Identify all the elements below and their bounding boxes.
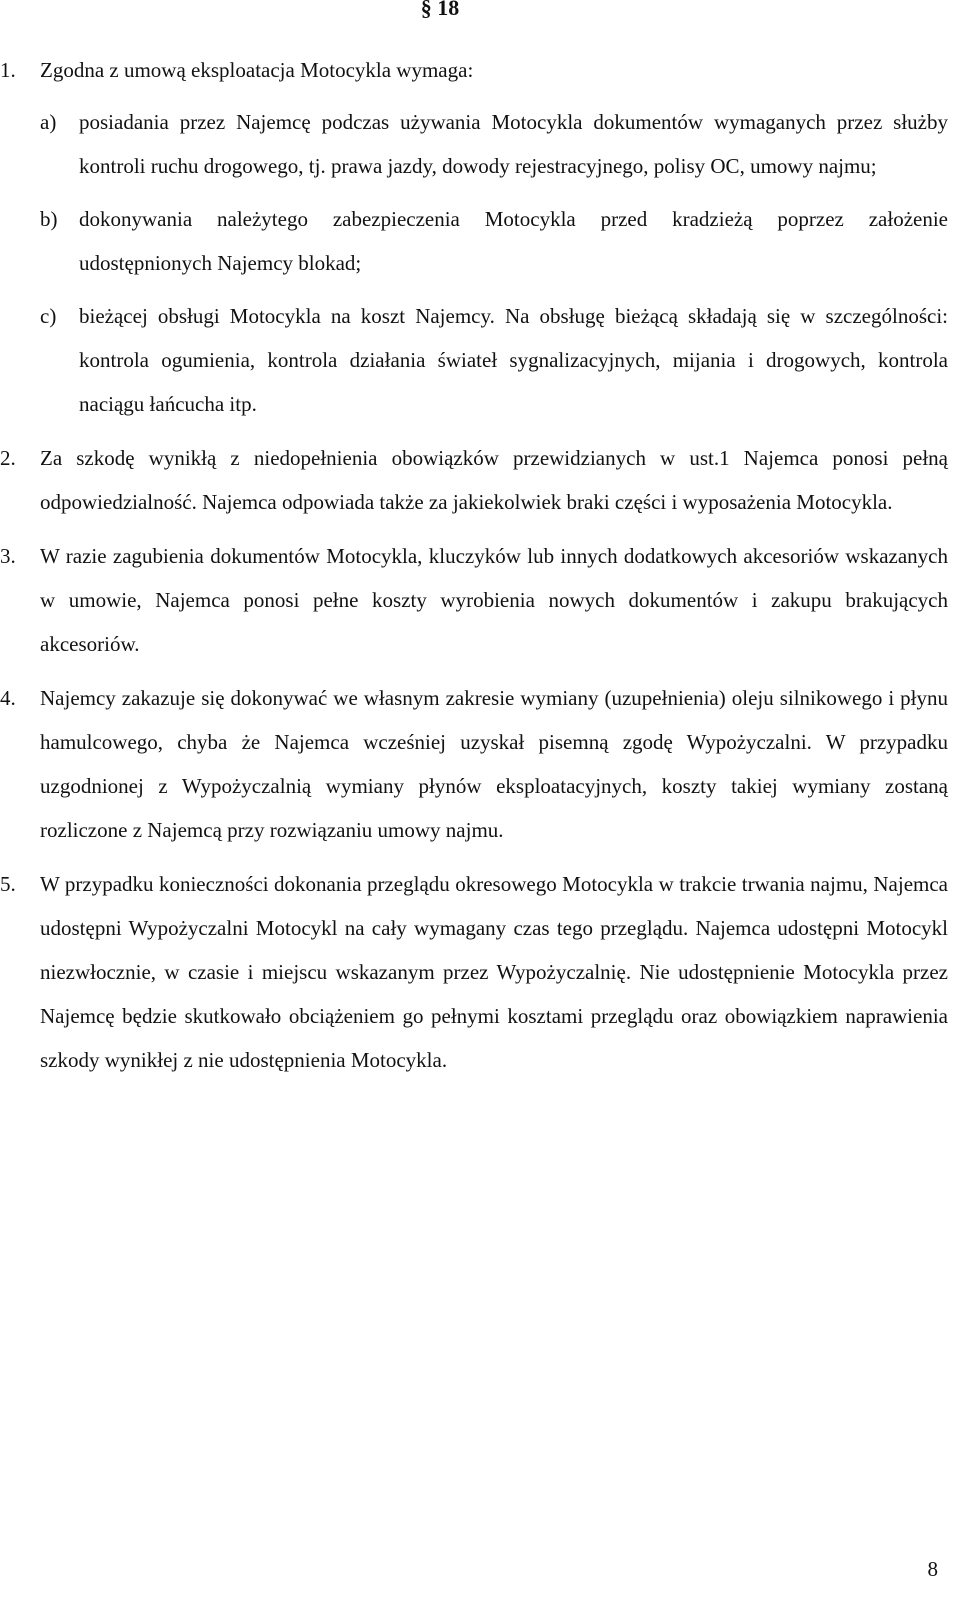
regulation-body	[0, 48, 948, 1082]
item-text: W razie zagubienia dokumentów Motocykla, kluczyków lub innych dodatkowych akcesoriów wskazanych w umowie, Najemca ponosi pełne koszty wyrobienia nowych dokumentów i zakupu brakujących akcesoriów.	[40, 544, 948, 656]
sub-item-text: posiadania przez Najemcę podczas używania Motocykla dokumentów wymaganych przez służby kontroli ruchu drogowego, tj. prawa jazdy, dowody rejestracyjnego, polisy OC, umowy najmu;	[79, 110, 948, 178]
item-number: 4.	[0, 686, 16, 710]
sub-list	[0, 100, 948, 426]
list-item	[0, 862, 948, 1082]
sub-item	[0, 294, 948, 426]
item-number: 3.	[0, 544, 16, 568]
list-item	[0, 48, 948, 92]
sub-item-text: bieżącej obsługi Motocykla na koszt Najemcy. Na obsługę bieżącą składają się w szczególności: kontrola ogumienia, kontrola działania świateł sygnalizacyjnych, mijania i drogowych, kontrola naciągu łańcucha itp.	[79, 304, 948, 416]
sub-item-label: b)	[40, 207, 58, 231]
item-text: Najemcy zakazuje się dokonywać we własnym zakresie wymiany (uzupełnienia) oleju silnikowego i płynu hamulcowego, chyba że Najemca wcześniej uzyskał pisemną zgodę Wypożyczalni. W przypadku uzgodnionej z Wypożyczalnią wymiany płynów eksploatacyjnych, koszty takiej wymiany zostaną rozliczone z Najemcą przy rozwiązaniu umowy najmu.	[40, 686, 948, 842]
item-number: 2.	[0, 446, 16, 470]
sub-item-text: dokonywania należytego zabezpieczenia Motocykla przed kradzieżą poprzez założenie udostępnionych Najemcy blokad;	[79, 207, 948, 275]
list-item	[0, 436, 948, 524]
section-heading: § 18	[420, 0, 460, 20]
sub-item-label: a)	[40, 110, 57, 134]
page-number: 8	[927, 1557, 938, 1581]
item-text: Za szkodę wynikłą z niedopełnienia obowiązków przewidzianych w ust.1 Najemca ponosi pełną odpowiedzialność. Najemca odpowiada także za jakiekolwiek braki części i wyposażenia Motocykla.	[40, 446, 948, 514]
sub-item-label: c)	[40, 304, 57, 328]
item-number: 1.	[0, 58, 16, 82]
item-text: W przypadku konieczności dokonania przeglądu okresowego Motocykla w trakcie trwania najmu, Najemca udostępni Wypożyczalni Motocykl na cały wymagany czas tego przeglądu. Najemca udostępni Motocykl niezwłocznie, w czasie i miejscu wskazanym przez Wypożyczalnię. Nie udostępnienie Motocykla przez Najemcę będzie skutkowało obciążeniem go pełnymi kosztami przeglądu oraz obowiązkiem naprawienia szkody wynikłej z nie udostępnienia Motocykla.	[40, 872, 948, 1072]
item-text: Zgodna z umową eksploatacja Motocykla wymaga:	[40, 58, 474, 82]
list-item	[0, 676, 948, 852]
item-number: 5.	[0, 872, 16, 896]
sub-item	[0, 100, 948, 188]
sub-item	[0, 197, 948, 285]
list-item	[0, 534, 948, 666]
